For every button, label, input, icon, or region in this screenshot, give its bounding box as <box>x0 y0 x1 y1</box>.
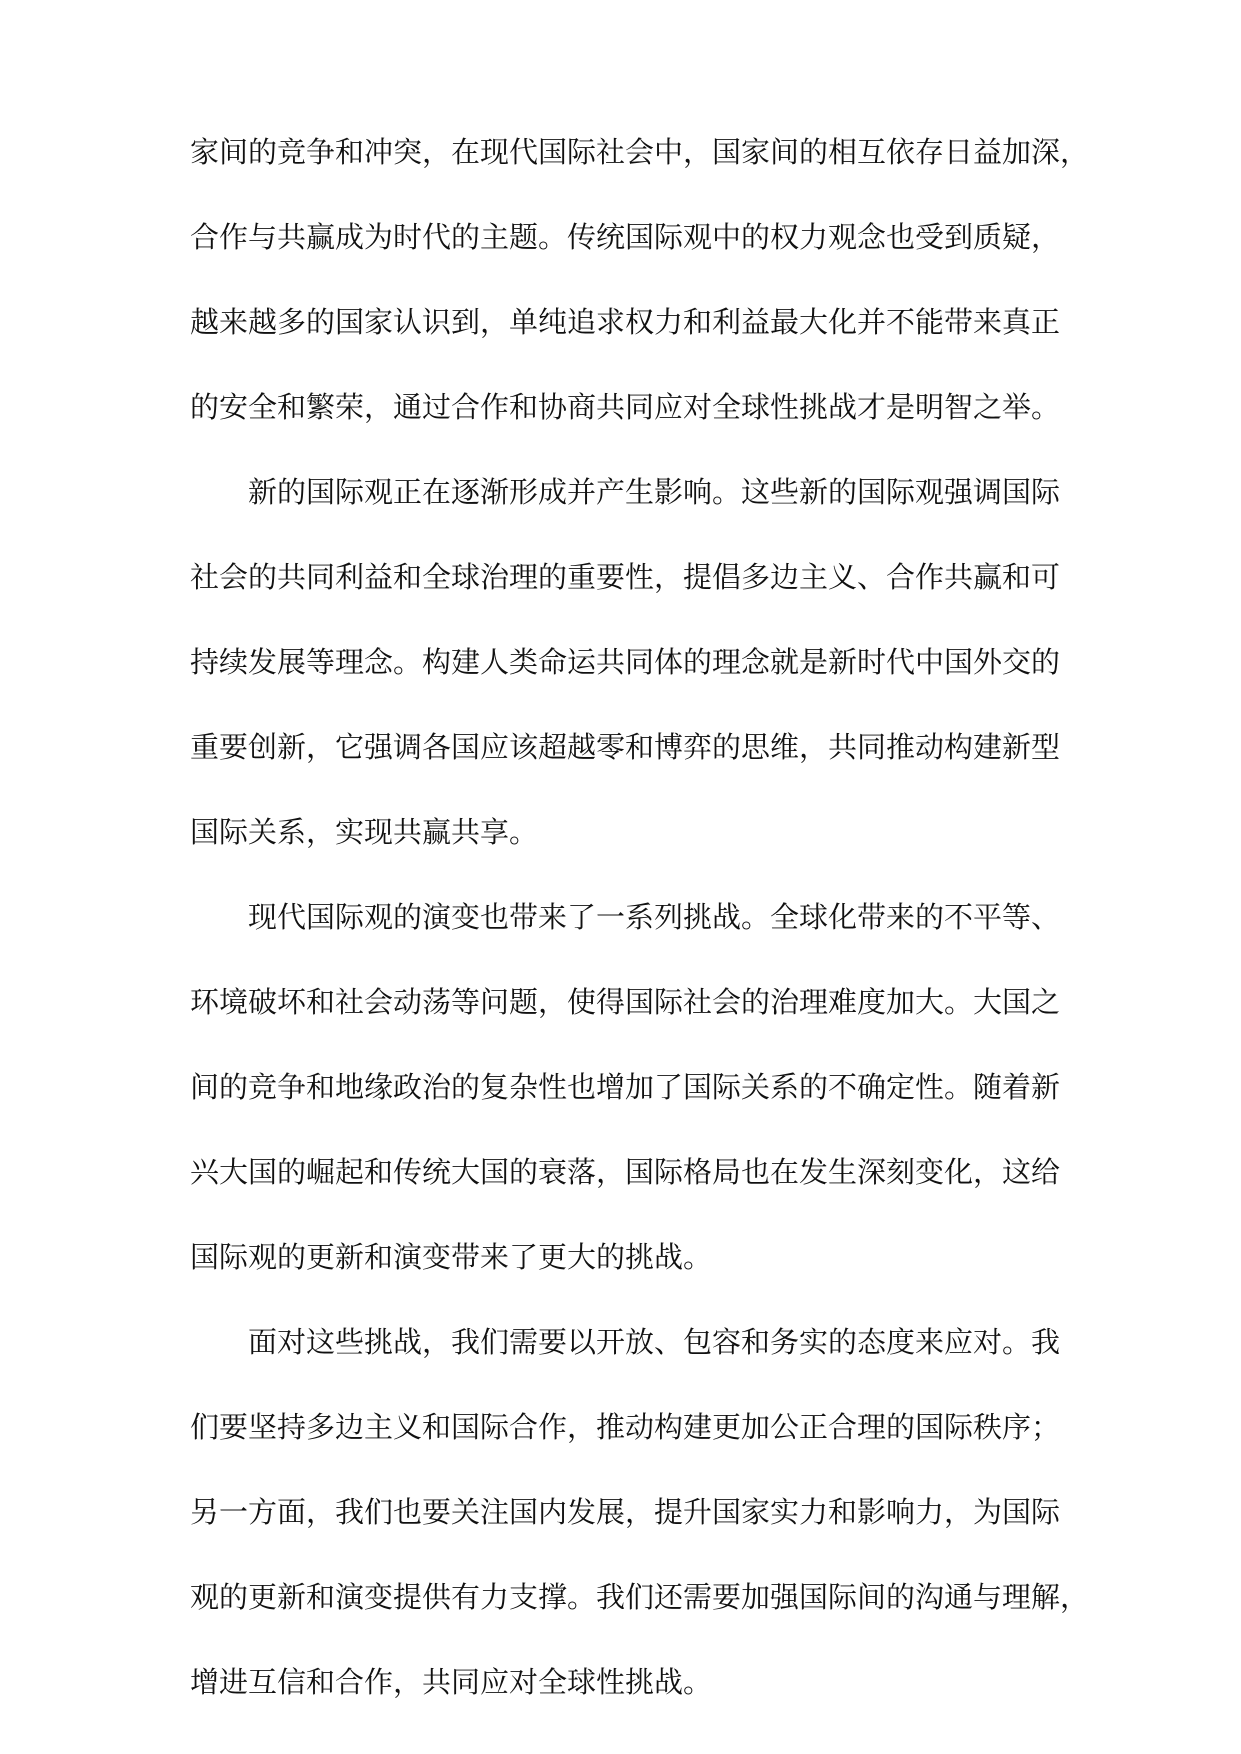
text-line: 合作与共赢成为时代的主题。传统国际观中的权力观念也受到质疑， <box>190 220 1061 254</box>
text-line: 们要坚持多边主义和国际合作，推动构建更加公正合理的国际秩序； <box>190 1410 1061 1444</box>
paragraph-first-line: 面对这些挑战，我们需要以开放、包容和务实的态度来应对。我 <box>248 1325 1061 1359</box>
paragraph-last-line: 国际关系，实现共赢共享。 <box>190 815 539 849</box>
text-line: 重要创新，它强调各国应该超越零和博弈的思维，共同推动构建新型 <box>190 730 1061 764</box>
paragraph-last-line: 国际观的更新和演变带来了更大的挑战。 <box>190 1240 713 1274</box>
text-line: 另一方面，我们也要关注国内发展，提升国家实力和影响力，为国际 <box>190 1495 1061 1529</box>
text-line: 持续发展等理念。构建人类命运共同体的理念就是新时代中国外交的 <box>190 645 1061 679</box>
text-line: 兴大国的崛起和传统大国的衰落，国际格局也在发生深刻变化，这给 <box>190 1155 1061 1189</box>
text-line: 环境破坏和社会动荡等问题，使得国际社会的治理难度加大。大国之 <box>190 985 1061 1019</box>
paragraph-first-line: 现代国际观的演变也带来了一系列挑战。全球化带来的不平等、 <box>248 900 1061 934</box>
text-line: 社会的共同利益和全球治理的重要性，提倡多边主义、合作共赢和可 <box>190 560 1061 594</box>
text-line: 家间的竞争和冲突，在现代国际社会中，国家间的相互依存日益加深， <box>190 135 1090 169</box>
text-line: 观的更新和演变提供有力支撑。我们还需要加强国际间的沟通与理解， <box>190 1580 1090 1614</box>
text-line: 越来越多的国家认识到，单纯追求权力和利益最大化并不能带来真正 <box>190 305 1061 339</box>
body-text <box>190 134 1090 1749</box>
paragraph-first-line: 新的国际观正在逐渐形成并产生影响。这些新的国际观强调国际 <box>248 475 1061 509</box>
text-line: 的安全和繁荣，通过合作和协商共同应对全球性挑战才是明智之举。 <box>190 390 1061 424</box>
paragraph-last-line: 增进互信和合作，共同应对全球性挑战。 <box>190 1665 713 1699</box>
text-line: 间的竞争和地缘政治的复杂性也增加了国际关系的不确定性。随着新 <box>190 1070 1061 1104</box>
